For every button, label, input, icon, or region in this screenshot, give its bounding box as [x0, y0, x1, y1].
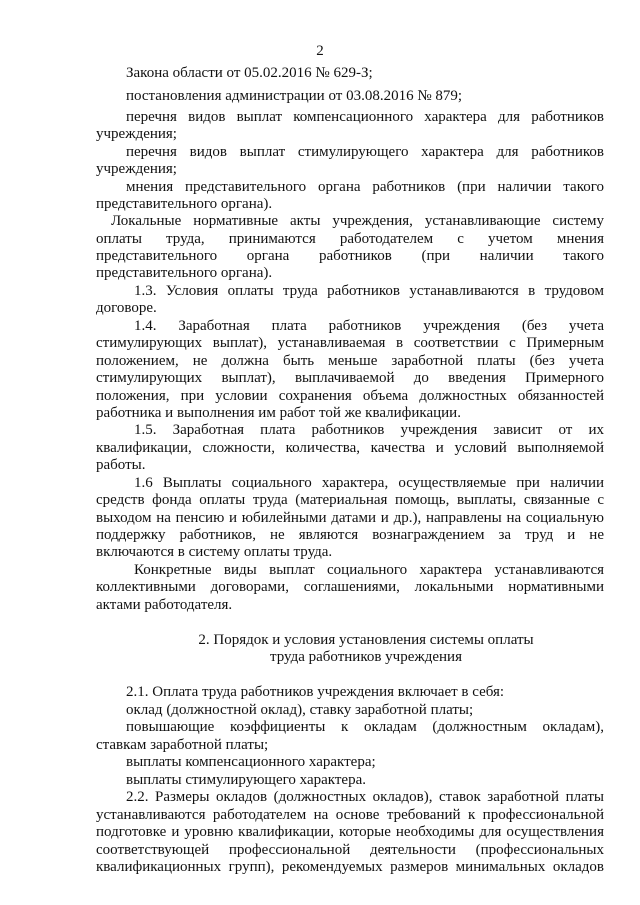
doc-line: устанавливаются работодателем на основе требований к профессиональной [96, 807, 604, 823]
doc-line: средств фонда оплаты труда (материальная помощь, выплаты, связанные с [96, 492, 604, 508]
doc-line: договоре. [96, 300, 157, 316]
doc-line: работника и выполнения им работ той же квалификации. [96, 405, 461, 421]
doc-line: представительного органа). [96, 196, 273, 212]
doc-line: квалификации, сложности, количества, качества и условий выполняемой [96, 440, 604, 456]
doc-line: подготовке и уровню квалификации, которые необходимы для осуществления [96, 824, 604, 840]
doc-line: 2.1. Оплата труда работников учреждения включает в себя: [126, 684, 505, 700]
margin-stamp [10, 360, 16, 560]
doc-line: 1.5. Заработная плата работников учреждения зависит от их [134, 422, 604, 438]
doc-line: актами работодателя. [96, 597, 233, 613]
doc-line: выплаты компенсационного характера; [126, 754, 376, 770]
doc-line: 1.6 Выплаты социального характера, осуществляемые при наличии [134, 475, 604, 491]
doc-line: оплаты труда, принимаются работодателем с учетом мнения [96, 231, 604, 247]
doc-line: стимулирующих выплат), выплачиваемой до введения Примерного [96, 370, 604, 386]
doc-line: 2.2. Размеры окладов (должностных окладов), ставок заработной платы [126, 789, 604, 805]
doc-line: Закона области от 05.02.2016 № 629-З; [126, 65, 373, 81]
doc-line: 1.4. Заработная плата работников учреждения (без учета [134, 318, 604, 334]
doc-line: включаются в систему оплаты труда. [96, 544, 333, 560]
doc-line: положением, не должна быть меньше заработной платы (без учета [96, 353, 604, 369]
doc-line: коллективными договорами, соглашениями, локальными нормативными [96, 579, 604, 595]
doc-line: выплаты стимулирующего характера. [126, 772, 366, 788]
doc-line: Конкретные виды выплат социального характера устанавливаются [134, 562, 604, 578]
doc-line: представительного органа). [96, 265, 273, 281]
doc-line: стимулирующих выплат), устанавливаемая в соответствии с Примерным [96, 335, 604, 351]
doc-line: учреждения; [96, 126, 177, 142]
doc-line: работы. [96, 457, 146, 473]
doc-line: повышающие коэффициенты к окладам (должностным окладам), [126, 719, 604, 735]
doc-line: постановления администрации от 03.08.2016 № 879; [126, 88, 463, 104]
doc-line: представительного органа работников (при наличии такого [96, 248, 604, 264]
doc-line: мнения представительного органа работников (при наличии такого [126, 179, 604, 195]
doc-line: ставкам заработной платы; [96, 737, 269, 753]
doc-line: оклад (должностной оклад), ставку заработной платы; [126, 702, 474, 718]
doc-line: положения, при условии сохранения объема должностных обязанностей [96, 388, 604, 404]
doc-line: выходом на пенсию и юбилейными датами и др.), направлены на социальную [96, 510, 604, 526]
doc-line: квалификационных групп), рекомендуемых размеров минимальных окладов [96, 859, 604, 875]
doc-line: 1.3. Условия оплаты труда работников устанавливаются в трудовом [134, 283, 604, 299]
doc-line: перечня видов выплат компенсационного характера для работников [126, 109, 604, 125]
doc-line: поддержку работников, не являются вознаграждением за труд и не [96, 527, 604, 543]
section-heading: 2. Порядок и условия установления системы оплаты [198, 632, 534, 648]
doc-line: перечня видов выплат стимулирующего характера для работников [126, 144, 604, 160]
doc-line: Локальные нормативные акты учреждения, устанавливающие систему [111, 213, 604, 229]
section-heading: труда работников учреждения [269, 649, 462, 665]
doc-line: соответствующей профессиональной деятельности (профессиональных [96, 842, 604, 858]
doc-line: учреждения; [96, 161, 177, 177]
page-number: 2 [316, 43, 324, 59]
